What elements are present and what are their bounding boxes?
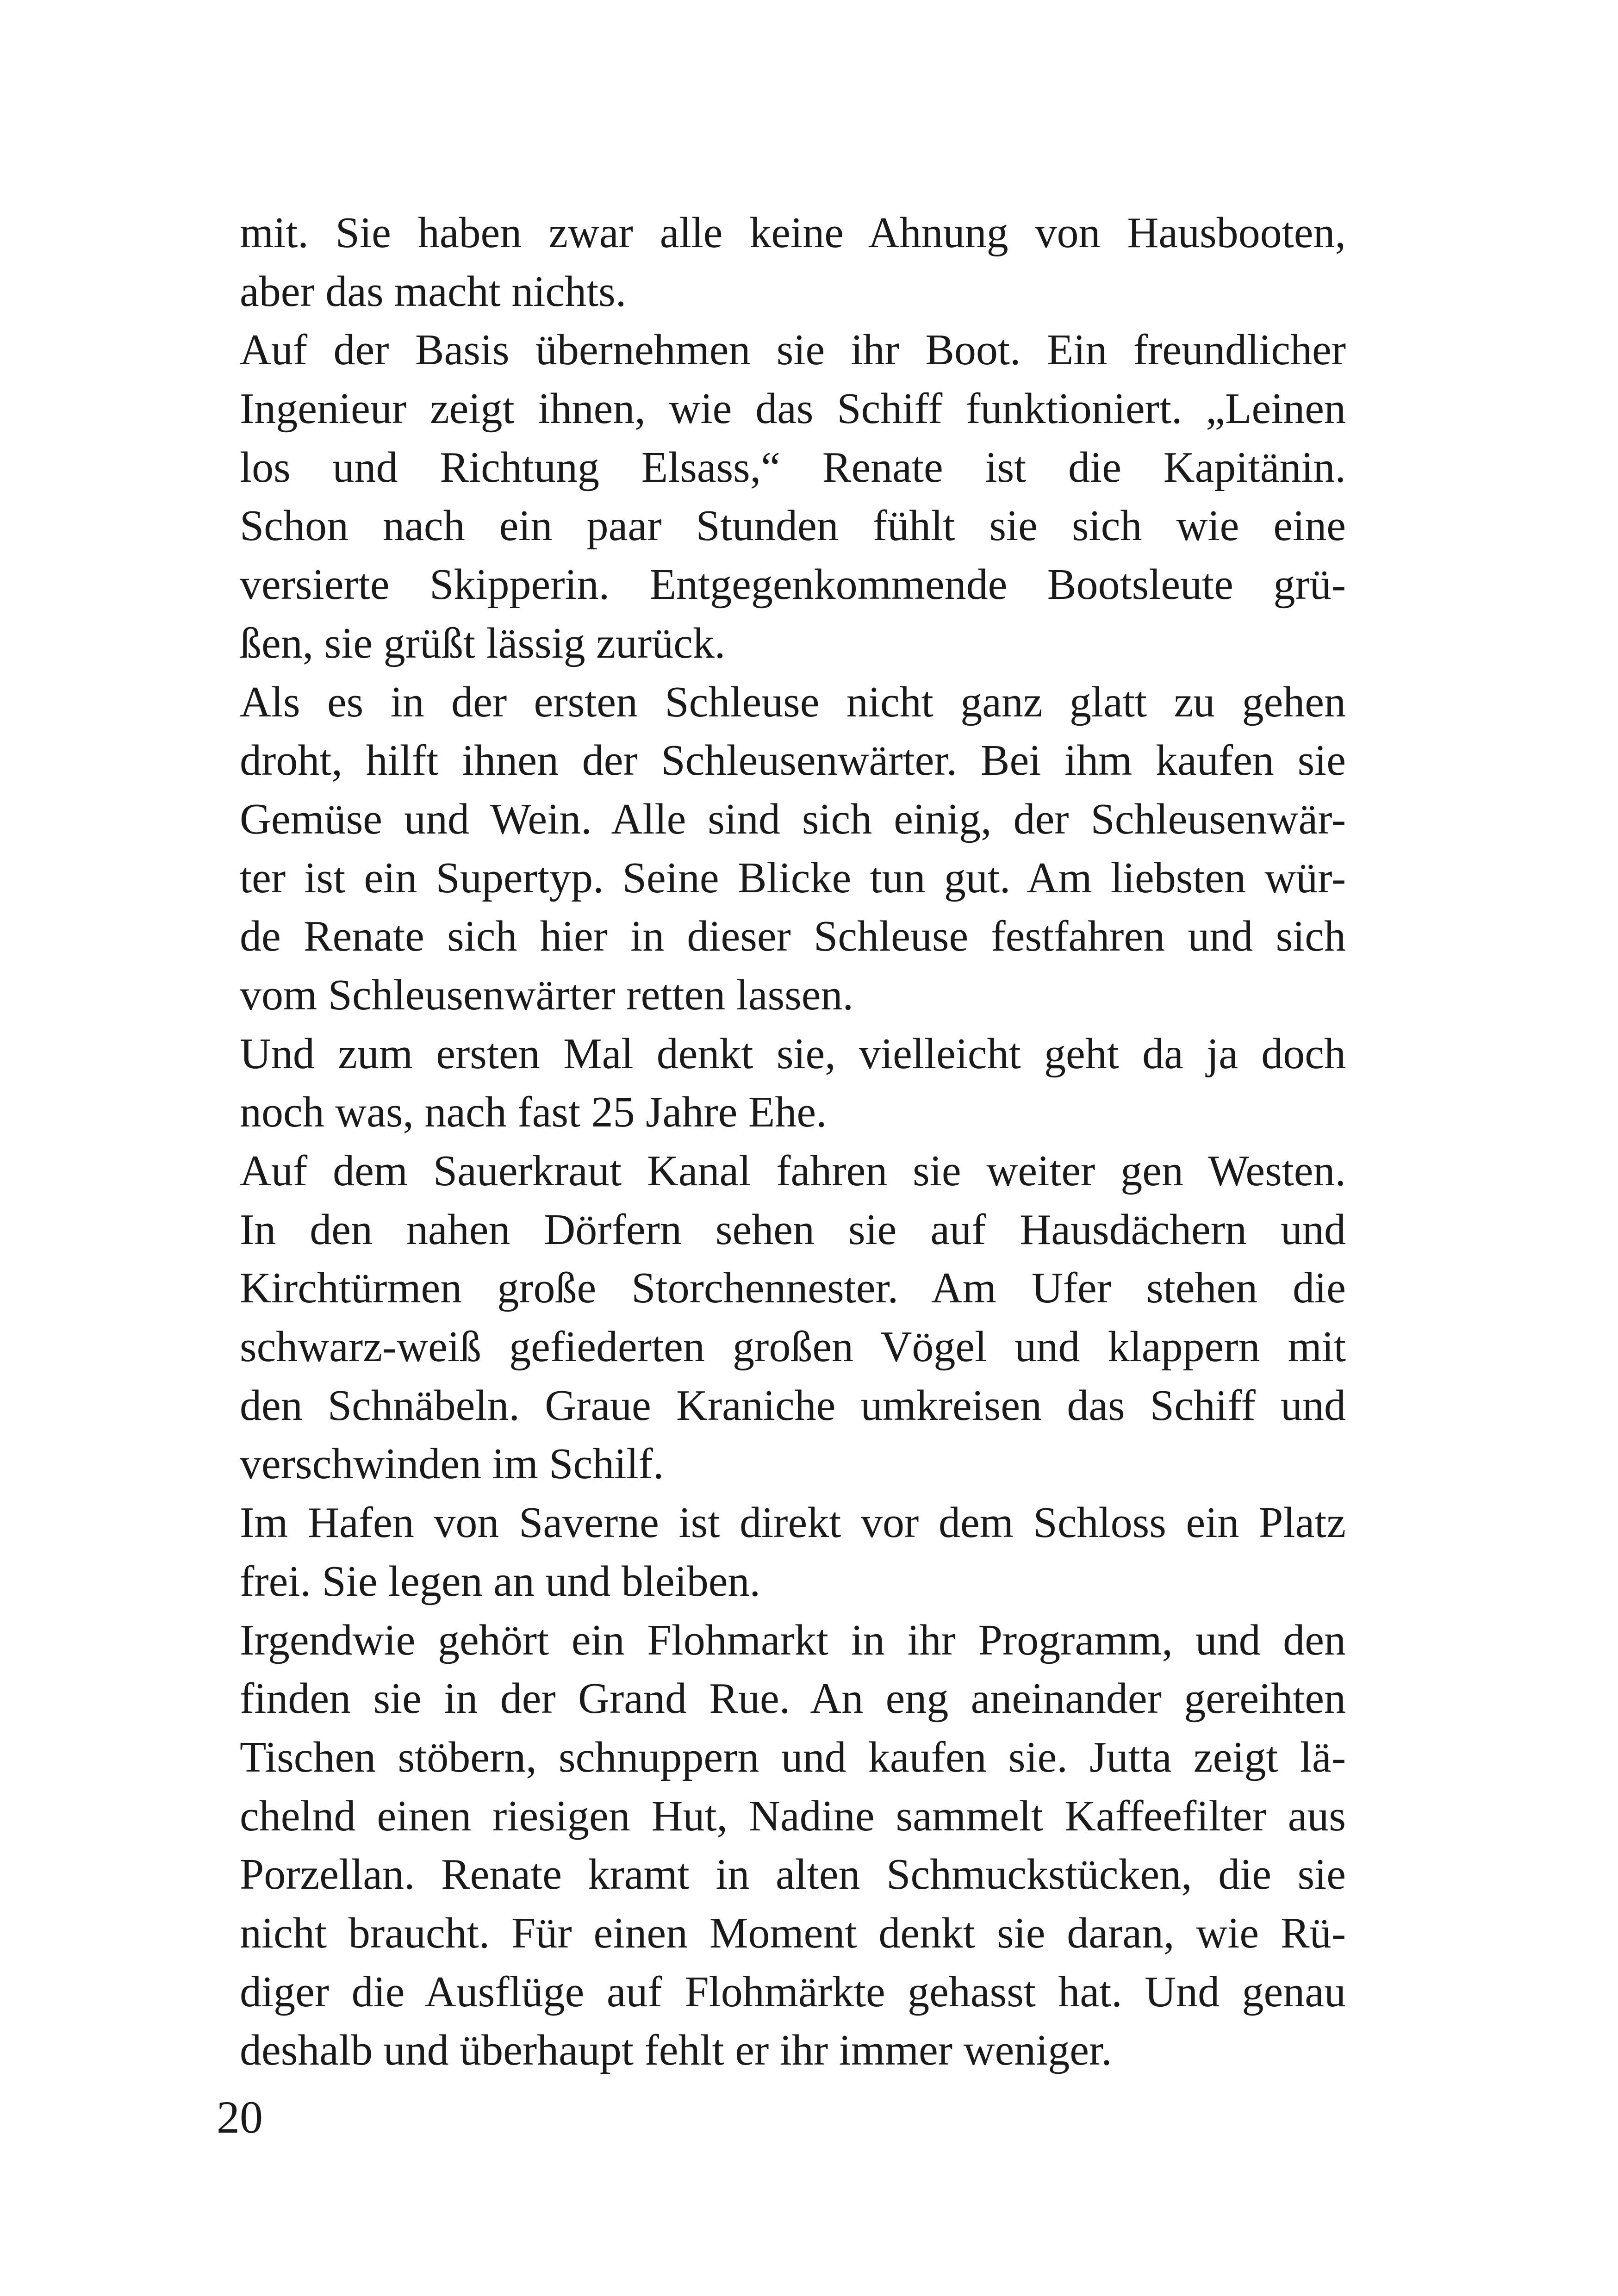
text-line: schwarz-weiß gefiederten großen Vögel und klappern mit [240,1323,1346,1371]
text-line: Als es in der ersten Schleuse nicht ganz glatt zu gehen [240,678,1346,726]
paragraph [240,1142,1346,1493]
paragraph [240,673,1346,1025]
text-line: den Schnäbeln. Graue Kraniche umkreisen das Schiff und [240,1381,1346,1430]
body-text [240,204,1346,2080]
text-line: los und Richtung Elsass,“ Renate ist die Kapitänin. [240,443,1346,492]
text-line: Auf dem Sauerkraut Kanal fahren sie weiter gen Westen. [240,1147,1346,1195]
text-line: versierte Skipperin. Entgegenkommende Bootsleute grü- [240,560,1346,609]
text-line: Kirchtürmen große Storchennester. Am Ufer stehen die [240,1264,1346,1313]
text-line: chelnd einen riesigen Hut, Nadine sammelt Kaffeefilter aus [240,1792,1346,1840]
paragraph [240,1025,1346,1142]
text-line: In den nahen Dörfern sehen sie auf Hausdächern und [240,1205,1346,1254]
paragraph [240,1493,1346,1611]
text-line: verschwinden im Schilf. [240,1440,664,1488]
text-line: vom Schleusenwärter retten lassen. [240,971,854,1019]
text-line: noch was, nach fast 25 Jahre Ehe. [240,1088,827,1137]
text-line: ter ist ein Supertyp. Seine Blicke tun gut. Am liebsten wür- [240,853,1346,902]
text-line: Auf der Basis übernehmen sie ihr Boot. Ein freundlicher [240,326,1346,374]
paragraph [240,204,1346,321]
paragraph [240,1611,1346,2080]
text-line: Und zum ersten Mal denkt sie, vielleicht geht da ja doch [240,1029,1346,1078]
text-line: Im Hafen von Saverne ist direkt vor dem Schloss ein Platz [240,1499,1346,1547]
text-line: Irgendwie gehört ein Flohmarkt in ihr Programm, und den [240,1616,1346,1664]
text-line: aber das macht nichts. [240,267,627,316]
text-line: diger die Ausflüge auf Flohmärkte gehasst hat. Und genau [240,1967,1346,2016]
text-line: deshalb und überhaupt fehlt er ihr immer weniger. [240,2026,1112,2075]
text-line: mit. Sie haben zwar alle keine Ahnung von Hausbooten, [240,209,1346,257]
text-line: Tischen stöbern, schnuppern und kaufen sie. Jutta zeigt lä- [240,1733,1346,1781]
text-line: Schon nach ein paar Stunden fühlt sie sich wie eine [240,502,1346,550]
text-line: Gemüse und Wein. Alle sind sich einig, der Schleusenwär- [240,795,1346,843]
text-line: droht, hilft ihnen der Schleusenwärter. Bei ihm kaufen sie [240,736,1346,785]
page-number: 20 [217,2091,263,2143]
text-line: Porzellan. Renate kramt in alten Schmuckstücken, die sie [240,1850,1346,1899]
text-line: ßen, sie grüßt lässig zurück. [240,619,726,667]
text-line: nicht braucht. Für einen Moment denkt sie daran, wie Rü- [240,1909,1346,1957]
text-line: finden sie in der Grand Rue. An eng aneinander gereihten [240,1674,1346,1723]
text-line: frei. Sie legen an und bleiben. [240,1557,761,1605]
paragraph [240,321,1346,672]
text-line: Ingenieur zeigt ihnen, wie das Schiff funktioniert. „Leinen [240,385,1346,433]
text-line: de Renate sich hier in dieser Schleuse festfahren und sich [240,912,1346,961]
